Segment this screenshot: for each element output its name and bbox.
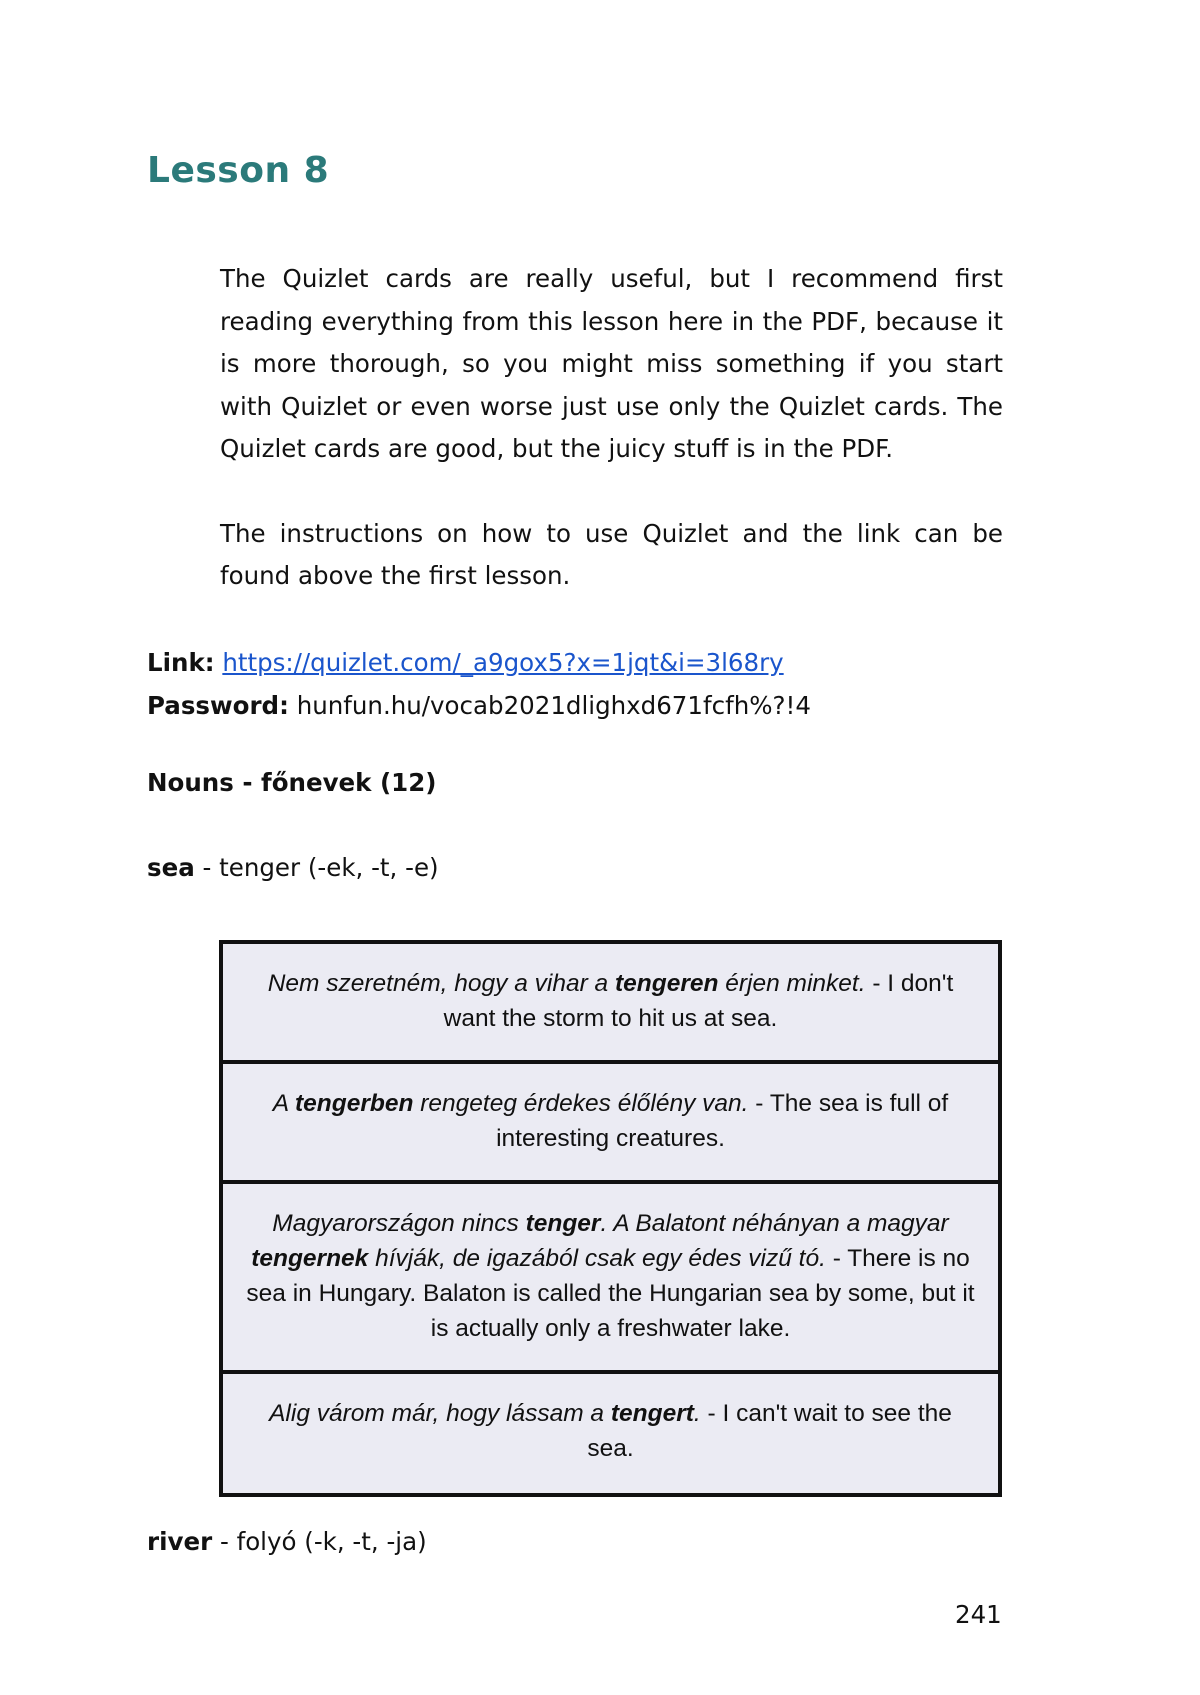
password-line — [147, 685, 811, 728]
intro-text — [220, 258, 1003, 640]
highlighted-word: tengernek — [251, 1245, 369, 1272]
password-label: Password: — [147, 690, 289, 720]
page-number: 241 — [955, 1600, 1002, 1629]
highlighted-word: tenger — [525, 1210, 601, 1237]
example-row — [223, 944, 998, 1064]
vocab-definition: - tenger (-ek, -t, -e) — [194, 853, 439, 882]
hungarian-sentence: A tengerben rengeteg érdekes élőlény van. — [272, 1090, 749, 1117]
vocab-definition: - folyó (-k, -t, -ja) — [212, 1527, 427, 1556]
hungarian-sentence: Alig várom már, hogy lássam a tengert. — [269, 1400, 701, 1427]
english-translation: - The sea is full of interesting creatures. — [496, 1090, 949, 1152]
vocab-word: sea — [147, 853, 195, 882]
quizlet-link[interactable]: https://quizlet.com/_a9gox5?x=1jqt&i=3l68ry — [222, 648, 784, 677]
english-translation: - I can't wait to see the sea. — [587, 1400, 952, 1462]
english-translation: - I don't want the storm to hit us at sea. — [443, 970, 954, 1032]
example-row — [223, 1374, 998, 1493]
hungarian-sentence: Magyarországon nincs tenger. A Balatont néhányan a magyar tengernek hívják, de igazából csak egy édes vizű tó. — [251, 1210, 949, 1272]
quizlet-info — [147, 642, 811, 727]
vocab-word: river — [147, 1527, 213, 1556]
example-sentences-table — [219, 940, 1002, 1497]
example-row — [223, 1184, 998, 1374]
highlighted-word: tengerben — [295, 1090, 414, 1117]
highlighted-word: tengert — [610, 1400, 694, 1427]
vocab-entry-river — [147, 1527, 427, 1556]
link-label: Link: — [147, 648, 215, 677]
section-heading: Nouns - főnevek (12) — [147, 768, 437, 797]
link-line — [147, 642, 811, 685]
example-row — [223, 1064, 998, 1184]
vocab-entry-sea — [147, 853, 439, 882]
highlighted-word: tengeren — [614, 970, 719, 997]
english-translation: - There is no sea in Hungary. Balaton is called the Hungarian sea by some, but it is actually only a freshwater lake. — [246, 1245, 975, 1342]
hungarian-sentence: Nem szeretném, hogy a vihar a tengeren érjen minket. — [267, 970, 866, 997]
intro-paragraph-1: The Quizlet cards are really useful, but I recommend first reading everything from this lesson here in the PDF, because it is more thorough, so you might miss something if you start with Quizlet or even worse just use only the Quizlet cards. The Quizlet cards are good, but the juicy stuff is in the PDF. — [220, 264, 1003, 463]
password-value: hunfun.hu/vocab2021dlighxd671fcfh%?!4 — [296, 690, 811, 720]
lesson-title: Lesson 8 — [147, 150, 330, 191]
intro-paragraph-2: The instructions on how to use Quizlet and the link can be found above the first lesson. — [220, 518, 1003, 590]
